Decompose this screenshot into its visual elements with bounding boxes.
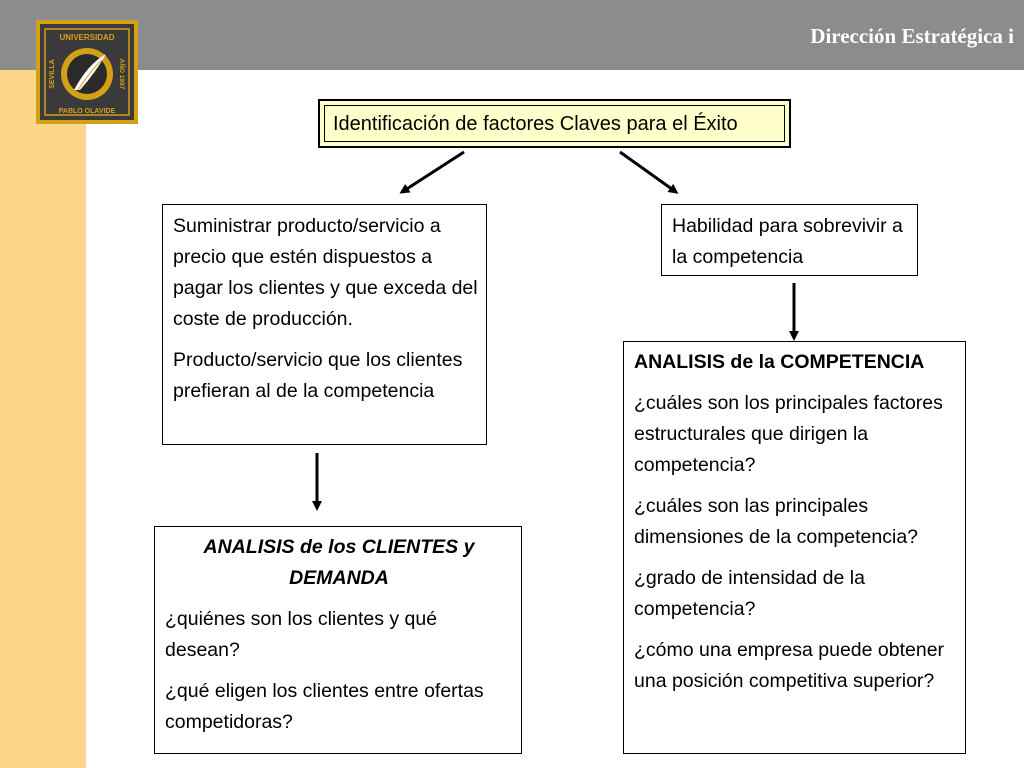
- right-box-text: Habilidad para sobrevivir a la competencia: [672, 215, 903, 268]
- left-box: [162, 204, 487, 445]
- clients-question: ¿quiénes son los clientes y qué desean?: [165, 608, 438, 661]
- root-box-label: Identificación de factores Claves para el Éxito: [324, 105, 785, 142]
- competition-analysis-title: ANALISIS de la COMPETENCIA: [634, 351, 925, 373]
- left-accent-bar: [0, 70, 86, 768]
- left-box-paragraph: Producto/servicio que los clientes prefieran al de la competencia: [173, 349, 463, 402]
- logo-bottom-text: PABLO OLAVIDE: [58, 108, 116, 115]
- left-box-paragraph: Suministrar producto/servicio a precio que estén dispuestos a pagar los clientes y que exceda del coste de producción.: [173, 215, 478, 330]
- arrow-root-to-left: [402, 152, 464, 192]
- logo-top-text: UNIVERSIDAD: [59, 33, 115, 42]
- competition-question: ¿grado de intensidad de la competencia?: [634, 567, 865, 620]
- clients-analysis-title: ANALISIS de los CLIENTES y DEMANDA: [203, 536, 475, 589]
- header-title: Dirección Estratégica i: [810, 24, 1014, 48]
- competition-question: ¿cuáles son las principales dimensiones de la competencia?: [634, 495, 919, 548]
- university-logo: [36, 20, 138, 124]
- arrow-root-to-right: [620, 152, 676, 192]
- logo-right-text: AÑO 1997: [118, 58, 125, 90]
- competition-analysis-box: [623, 341, 966, 754]
- right-box: [661, 204, 918, 276]
- clients-analysis-box: [154, 526, 522, 754]
- competition-question: ¿cómo una empresa puede obtener una posición competitiva superior?: [634, 639, 945, 692]
- clients-question: ¿qué eligen los clientes entre ofertas competidoras?: [165, 680, 484, 733]
- logo-left-text: SEVILLA: [49, 59, 56, 89]
- root-box: [318, 99, 791, 148]
- competition-question: ¿cuáles son los principales factores estructurales que dirigen la competencia?: [634, 392, 943, 476]
